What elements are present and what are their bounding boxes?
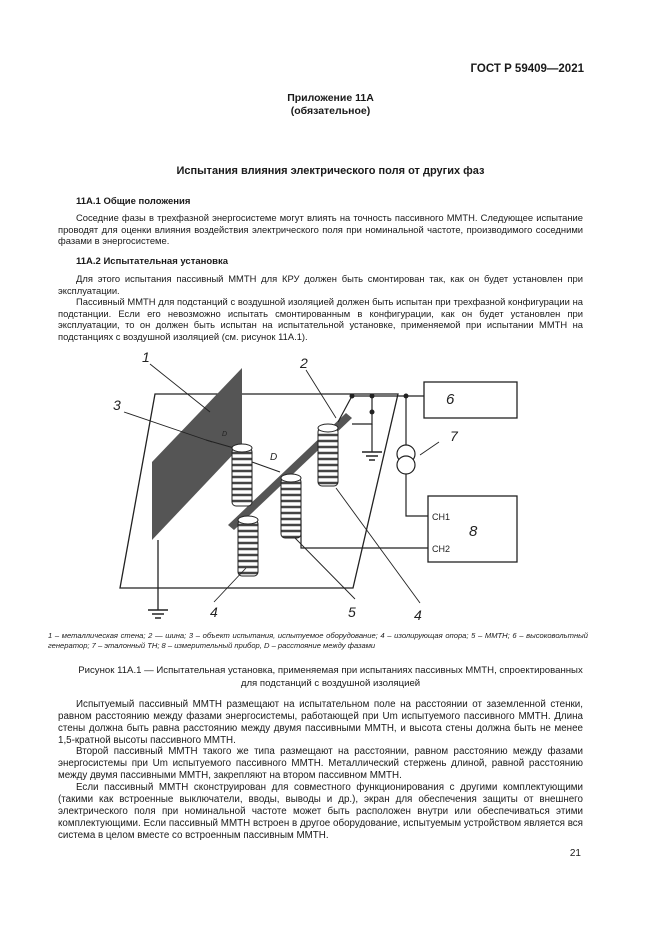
reference-vt: [397, 445, 415, 474]
test-setup-figure: [0, 345, 661, 630]
label-2: 2: [300, 355, 308, 371]
test-object: [232, 444, 252, 506]
distance-arrow-big: [252, 462, 280, 472]
label-4-left: 4: [210, 604, 218, 620]
page-number: 21: [569, 848, 581, 859]
mmtn-signal-line: [301, 520, 428, 548]
paragraph-body-2: Второй пассивный ММТН такого же типа размещают на расстоянии, равном расстоянию между фазами энергосистемы при Um испытуемого пассивного ММТН. Металлический стержень длиной, равной расстоянию между двумя пассивными ММТН, закрепляют на втором пассивном ММТН.: [58, 746, 583, 781]
channel-2-label: CH2: [432, 544, 451, 554]
label-3: 3: [113, 397, 121, 413]
paragraph-body-1: Испытуемый пассивный ММТН размещают на испытательном поле на расстоянии от заземленной стенки, равном расстоянию между фазами энергосистемы, работающей при Um испытуемого пассивного ММТН. Длина стены должна быть равна расстоянию между двумя пассивными ММТН, и высота стены должна быть не менее 1,5-кратной высоты пассивного ММТН.: [58, 699, 583, 746]
annex-title: Приложение 11А: [287, 92, 374, 104]
paragraph-general: Соседние фазы в трехфазной энергосистеме могут влиять на точность пассивного ММТН. Следующее испытание проводят для оценки влияния воздействия электрического поля при номинальной частоте, производимого соседними фазами в энергосистеме.: [58, 212, 583, 247]
subsection-heading-1: 11А.1 Общие положения: [76, 196, 191, 207]
figure-caption-line-1: Рисунок 11А.1 — Испытательная установка, применяемая при испытаниях пассивных ММТН, спроектированных: [78, 665, 583, 676]
hv-generator: [424, 382, 517, 418]
mmtn-device: [281, 474, 301, 538]
paragraph-body-3: Если пассивный ММТН сконструирован для совместного функционирования с другими комплектующими (такими как встроенные выключатели, вводы, выводы и др.), экран для обеспечения защиты от внешнего электрического поля при номинальной частоте может быть расположен внутри или обеспечиваться этими комплектующими. Если пассивный ММТН встроен в другое оборудование, испытуемым устройством является вся система в целом вместе со встроенным пассивным ММТН.: [58, 782, 583, 841]
label-7: 7: [450, 428, 458, 444]
switch-contacts: [350, 394, 409, 415]
insulator-right: [318, 424, 338, 486]
standard-number: ГОСТ Р 59409—2021: [470, 63, 584, 75]
distance-label-small: D: [222, 431, 228, 438]
channel-1-label: CH1: [432, 512, 451, 522]
figure-caption: [0, 664, 661, 690]
paragraph-setup-1: Для этого испытания пассивный ММТН для КРУ должен быть смонтирован так, как он будет установлен при эксплуатации.: [58, 273, 583, 296]
figure-caption-line-2: для подстанций с воздушной изоляцией: [240, 678, 421, 689]
subsection-heading-2: 11А.2 Испытательная установка: [76, 256, 229, 267]
label-5: 5: [348, 604, 356, 620]
label-4-right: 4: [414, 607, 422, 623]
paragraph-setup-2: Пассивный ММТН для подстанций с воздушной изоляцией должен быть испытан при трехфазной конфигурации на подстанции. Если его невозможно испытать смонтированным в конфигурации, как он будет установлен при эксплуатации, то он должен быть испытан на испытательной установке, применяемой при испытании ММТН на подстанциях с воздушной изоляцией (см. рисунок 11А.1).: [58, 296, 583, 342]
distance-label-big: D: [270, 452, 278, 463]
label-1: 1: [142, 349, 150, 365]
label-6: 6: [446, 391, 455, 408]
section-title: Испытания влияния электрического поля от других фаз: [176, 165, 485, 177]
label-8: 8: [469, 523, 478, 540]
insulator-left: [238, 516, 258, 576]
wall-ground-icon: [148, 610, 168, 618]
annex-status: (обязательное): [290, 105, 371, 117]
figure-legend: 1 – металлическая стена; 2 — шина; 3 – объект испытания, испытуемое оборудование; 4 – изолирующая опора; 5 – ММТН; 6 – высоковольтный генератор; 7 – эталонный ТН; 8 – измерительный прибор, D – расстояние между фазами: [48, 631, 588, 650]
busbar-ground-icon: [362, 452, 382, 460]
annex-heading: [0, 92, 661, 118]
